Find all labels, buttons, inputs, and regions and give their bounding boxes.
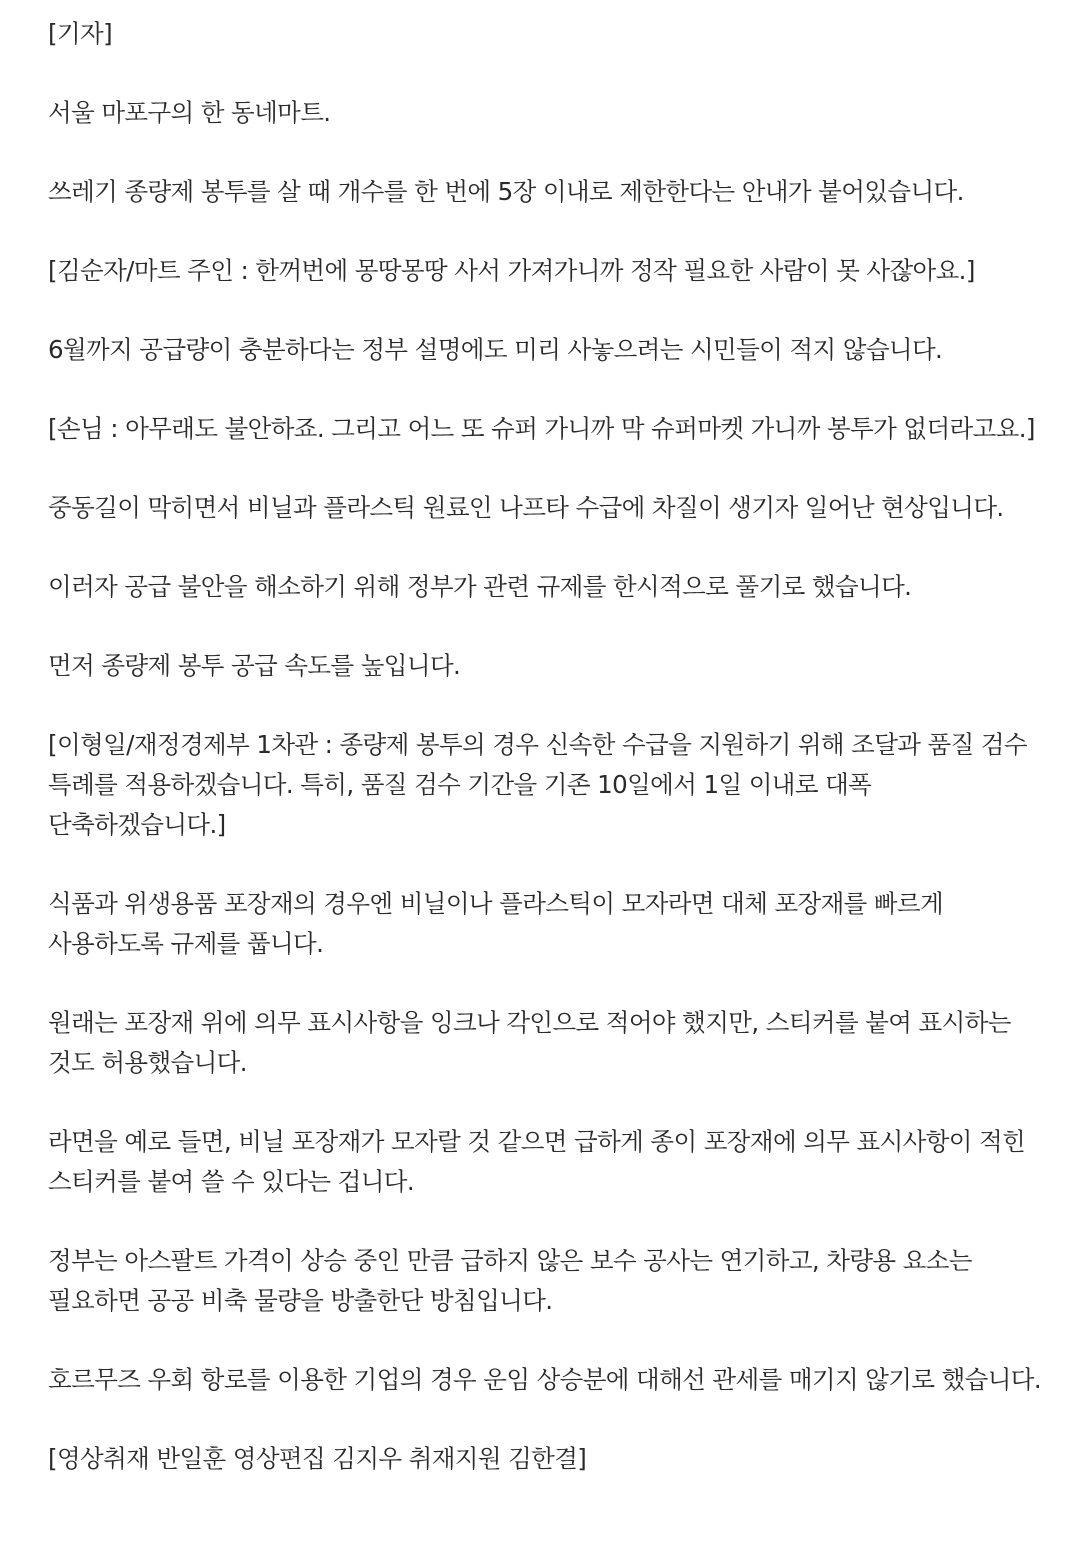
quote-vice-minister: [이형일/재정경제부 1차관 : 종량제 봉투의 경우 신속한 수급을 지원하기 위해 조달과 품질 검수 특례를 적용하겠습니다. 특히, 품질 검수 기간을 기존 10일에서 1일 이내로 대폭 단축하겠습니다.] bbox=[48, 730, 1027, 839]
quote-customer: [손님 : 아무래도 불안하죠. 그리고 어느 또 슈퍼 가니까 막 슈퍼마켓 가니까 봉투가 없더라고요.] bbox=[48, 414, 1035, 443]
paragraph-supply-speed: 먼저 종량제 봉투 공급 속도를 높입니다. bbox=[48, 651, 461, 680]
paragraph-naphtha: 중동길이 막히면서 비닐과 플라스틱 원료인 나프타 수급에 차질이 생기자 일어난 현상입니다. bbox=[48, 493, 1004, 522]
paragraph-citizens: 6월까지 공급량이 충분하다는 정부 설명에도 미리 사놓으려는 시민들이 적지 않습니다. bbox=[48, 335, 943, 364]
paragraph-deregulation: 이러자 공급 불안을 해소하기 위해 정부가 관련 규제를 한시적으로 풀기로 했습니다. bbox=[48, 572, 912, 601]
paragraph-reporter-tag: [기자] bbox=[48, 19, 113, 48]
article-body bbox=[48, 14, 1043, 1479]
paragraph-credits: [영상취재 반일훈 영상편집 김지우 취재지원 김한결] bbox=[48, 1444, 587, 1473]
paragraph-asphalt: 정부는 아스팔트 가격이 상승 중인 만큼 급하지 않은 보수 공사는 연기하고, 차량용 요소는 필요하면 공공 비축 물량을 방출한단 방침입니다. bbox=[48, 1246, 972, 1315]
paragraph-location: 서울 마포구의 한 동네마트. bbox=[48, 98, 331, 127]
quote-mart-owner: [김순자/마트 주인 : 한꺼번에 몽땅몽땅 사서 가져가니까 정작 필요한 사람이 못 사잖아요.] bbox=[48, 256, 975, 285]
paragraph-sticker: 원래는 포장재 위에 의무 표시사항을 잉크나 각인으로 적어야 했지만, 스티커를 붙여 표시하는 것도 허용했습니다. bbox=[48, 1008, 1011, 1077]
paragraph-packaging: 식품과 위생용품 포장재의 경우엔 비닐이나 플라스틱이 모자라면 대체 포장재를 빠르게 사용하도록 규제를 풉니다. bbox=[48, 889, 944, 958]
paragraph-ramen-example: 라면을 예로 들면, 비닐 포장재가 모자랄 것 같으면 급하게 종이 포장재에 의무 표시사항이 적힌 스티커를 붙여 쓸 수 있다는 겁니다. bbox=[48, 1127, 1026, 1196]
paragraph-hormuz: 호르무즈 우회 항로를 이용한 기업의 경우 운임 상승분에 대해선 관세를 매기지 않기로 했습니다. bbox=[48, 1365, 1042, 1394]
paragraph-bag-limit: 쓰레기 종량제 봉투를 살 때 개수를 한 번에 5장 이내로 제한한다는 안내가 붙어있습니다. bbox=[48, 177, 964, 206]
